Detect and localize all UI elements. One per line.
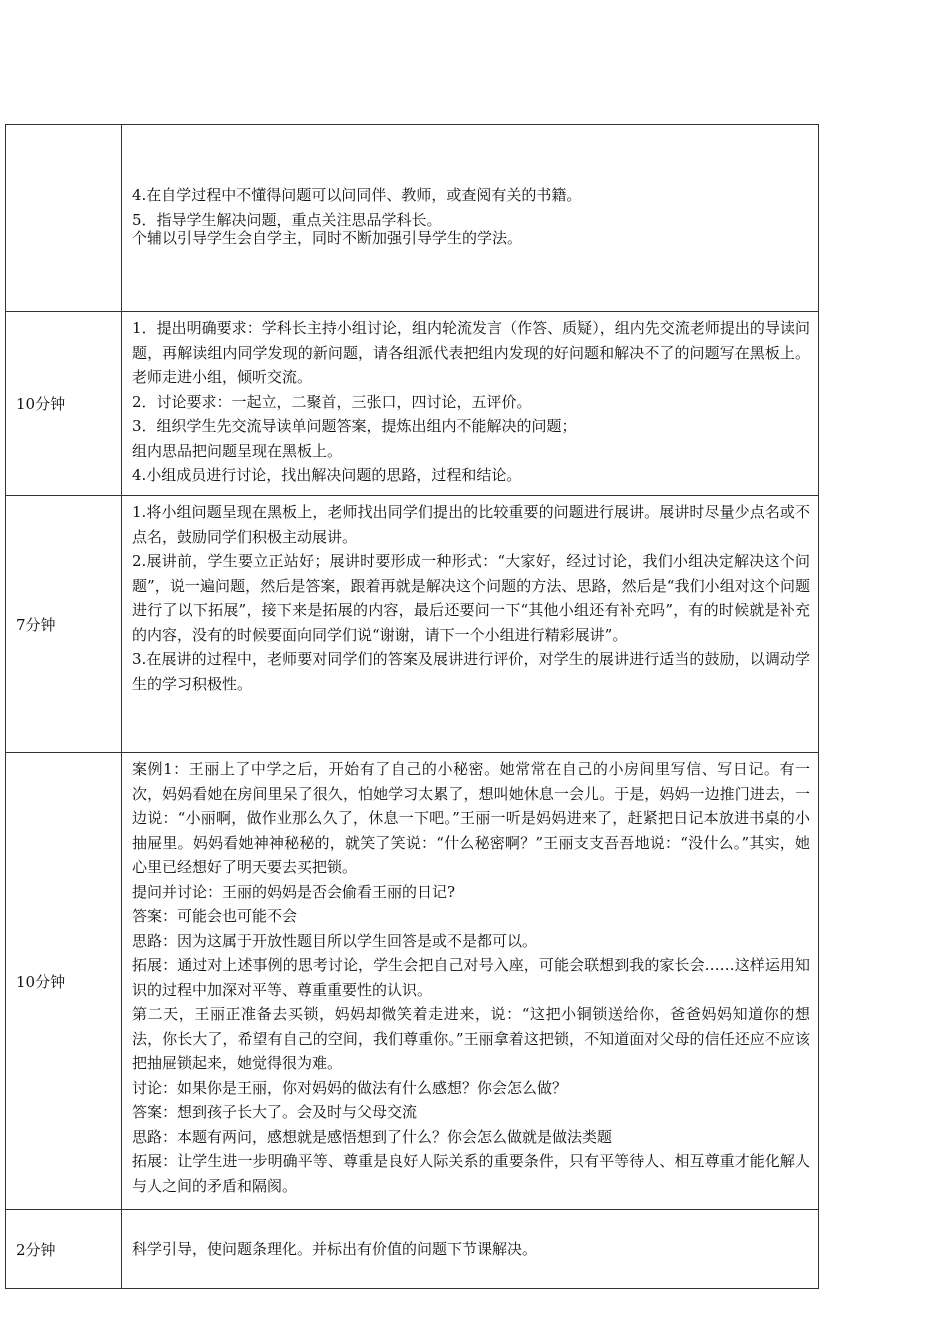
text-line: 提问并讨论：王丽的妈妈是否会偷看王丽的日记? (132, 882, 456, 901)
content-cell (122, 1210, 819, 1289)
text-line: 3．组织学生先交流导读单问题答案，提炼出组内不能解决的问题； (132, 417, 577, 435)
text-line: 思路：因为这属于开放性题目所以学生回答是或不是都可以。 (132, 931, 538, 950)
lesson-plan-table (5, 124, 819, 1289)
table-row (6, 496, 819, 753)
text-line: 2．讨论要求：一起立，二聚首，三张口，四讨论，五评价。 (132, 392, 532, 411)
table-row (6, 125, 819, 312)
text-line: 科学引导，使问题条理化。并标出有价值的问题下节课解决。 (132, 1239, 538, 1258)
text-line: 第二天，王丽正准备去买锁，妈妈却微笑着走进来，说：“这把小铜锁送给你，爸爸妈妈知道你的想法，你长大了，希望有自己的空间，我们尊重你。”王丽拿着这把锁，不知道面对父母的信任还应不应该把抽屉锁起来，她觉得很为难。 (132, 1005, 810, 1072)
text-line: 3.在展讲的过程中，老师要对同学们的答案及展讲进行评价，对学生的展讲进行适当的鼓励，以调动学生的学习积极性。 (132, 650, 810, 693)
text-line: 拓展：让学生进一步明确平等、尊重是良好人际关系的重要条件，只有平等待人、相互尊重才能化解人与人之间的矛盾和隔阂。 (132, 1152, 810, 1195)
text-line: 4.小组成员进行讨论，找出解决问题的思路，过程和结论。 (132, 466, 522, 484)
text-line: 案例1：王丽上了中学之后，开始有了自己的小秘密。她常常在自己的小房间里写信、写日记。有一次，妈妈看她在房间里呆了很久，怕她学习太累了，想叫她休息一会儿。于是，妈妈一边推门进去，一边说：“小丽啊，做作业那么久了，休息一下吧。”王丽一听是妈妈进来了，赶紧把日记本放进书桌的小抽屉里。妈妈看她神神秘秘的，就笑了笑说：“什么秘密啊？”王丽支支吾吾地说：“没什么。”其实，她心里已经想好了明天要去买把锁。 (132, 760, 810, 876)
text-line: 拓展：通过对上述事例的思考讨论，学生会把自己对号入座，可能会联想到我的家长会……这样运用知识的过程中加深对平等、尊重重要性的认识。 (132, 956, 810, 999)
table-row (6, 753, 819, 1210)
text-line: 1．提出明确要求：学科长主持小组讨论，组内轮流发言（作答、质疑），组内先交流老师提出的导读问题，再解读组内同学发现的新问题，请各组派代表把组内发现的好问题和解决不了的问题写在黑板上。老师走进小组，倾听交流。 (132, 319, 810, 386)
time-cell: 10分钟 (6, 312, 122, 496)
table-row (6, 312, 819, 496)
time-cell: 2分钟 (6, 1210, 122, 1289)
text-line: 1.将小组问题呈现在黑板上，老师找出同学们提出的比较重要的问题进行展讲。展讲时尽量少点名或不点名，鼓励同学们积极主动展讲。 (132, 503, 810, 546)
content-cell (122, 496, 819, 753)
text-line: 答案：可能会也可能不会 (132, 907, 298, 925)
text-line: 个辅以引导学生会自学主，同时不断加强引导学生的学法。 (132, 229, 523, 247)
time-cell: 10分钟 (6, 753, 122, 1210)
text-line: 讨论：如果你是王丽，你对妈妈的做法有什么感想？你会怎么做？ (132, 1078, 568, 1097)
time-cell (6, 125, 122, 312)
text-line: 思路：本题有两问，感想就是感悟想到了什么？你会怎么做就是做法类题 (132, 1127, 613, 1146)
text-line: 2.展讲前，学生要立正站好；展讲时要形成一种形式：“大家好，经过讨论，我们小组决定解决这个问题”，说一遍问题，然后是答案，跟着再就是解决这个问题的方法、思路，然后是“我们小组对这个问题进行了以下拓展”，接下来是拓展的内容，最后还要问一下“其他小组还有补充吗”，有的时候就是补充的内容，没有的时候要面向同学们说“谢谢，请下一个小组进行精彩展讲”。 (132, 552, 810, 644)
text-line: 4.在自学过程中不懂得问题可以问同伴、教师，或查阅有关的书籍。 (132, 186, 582, 204)
text-line: 答案：想到孩子长大了。会及时与父母交流 (132, 1103, 418, 1121)
text-line: 5．指导学生解决问题，重点关注思品学科长。 (132, 210, 442, 229)
table-row (6, 1210, 819, 1289)
text-line: 组内思品把问题呈现在黑板上。 (132, 441, 343, 460)
content-cell (122, 312, 819, 496)
time-cell: 7分钟 (6, 496, 122, 753)
content-cell (122, 125, 819, 312)
content-cell (122, 753, 819, 1210)
